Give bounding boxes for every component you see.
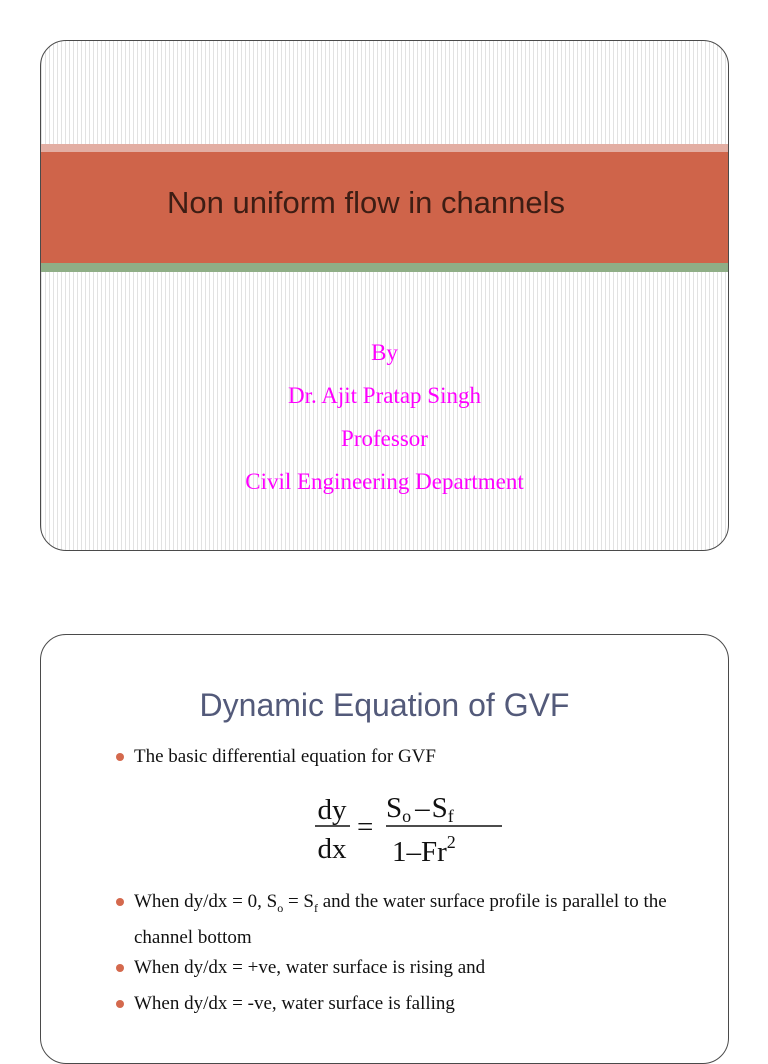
- title-band-bottom-stripe: [41, 263, 728, 272]
- formula-sub-o: o: [402, 806, 412, 826]
- formula-S2: S: [431, 792, 448, 824]
- author-department: Civil Engineering Department: [245, 469, 524, 494]
- author-position: Professor: [341, 426, 428, 451]
- bullet-text-part: When dy/dx = 0, S: [134, 891, 278, 912]
- formula-S1: S: [386, 792, 403, 824]
- bullet-text-part: and the water surface profile is parallel to the channel bottom: [134, 891, 667, 948]
- bullet-item: [134, 887, 674, 953]
- bullet-dot-icon: [116, 1000, 124, 1008]
- bullet-item: [134, 953, 674, 983]
- bullet-item: [134, 742, 674, 772]
- title-slide: [40, 40, 729, 551]
- formula-numerator-right: [386, 792, 454, 826]
- bullet-dot-icon: [116, 964, 124, 972]
- formula-equals: =: [357, 811, 374, 843]
- presentation-title: Non uniform flow in channels: [167, 185, 566, 220]
- formula-one-minus-fr: 1–Fr: [392, 836, 447, 868]
- formula-sub-f: f: [447, 806, 454, 826]
- author-name: Dr. Ajit Pratap Singh: [288, 383, 481, 408]
- bullet-text: When dy/dx = +ve, water surface is rising and: [134, 957, 486, 978]
- bullet-dot-icon: [116, 898, 124, 906]
- slide-title: Dynamic Equation of GVF: [199, 687, 570, 723]
- formula-denominator-left: dx: [317, 833, 347, 865]
- formula-denominator-right: [392, 832, 456, 868]
- bullet-dot-icon: [116, 753, 124, 761]
- bullet-item: [134, 989, 674, 1019]
- author-by: By: [371, 340, 398, 365]
- content-slide: [40, 634, 729, 1064]
- formula-numerator-left: dy: [317, 794, 347, 826]
- formula-squared: 2: [446, 832, 456, 852]
- gvf-equation: [312, 781, 512, 876]
- formula-minus: –: [415, 792, 430, 824]
- bullet-text: The basic differential equation for GVF: [134, 746, 436, 767]
- bullet-text-part: = S: [283, 891, 314, 912]
- subscript: o: [277, 900, 284, 915]
- author-block: [41, 338, 728, 510]
- subscript: f: [313, 900, 318, 915]
- bullet-text: When dy/dx = -ve, water surface is falling: [134, 993, 455, 1014]
- title-band-top-stripe: [41, 144, 728, 152]
- gvf-equation-svg: [312, 781, 512, 871]
